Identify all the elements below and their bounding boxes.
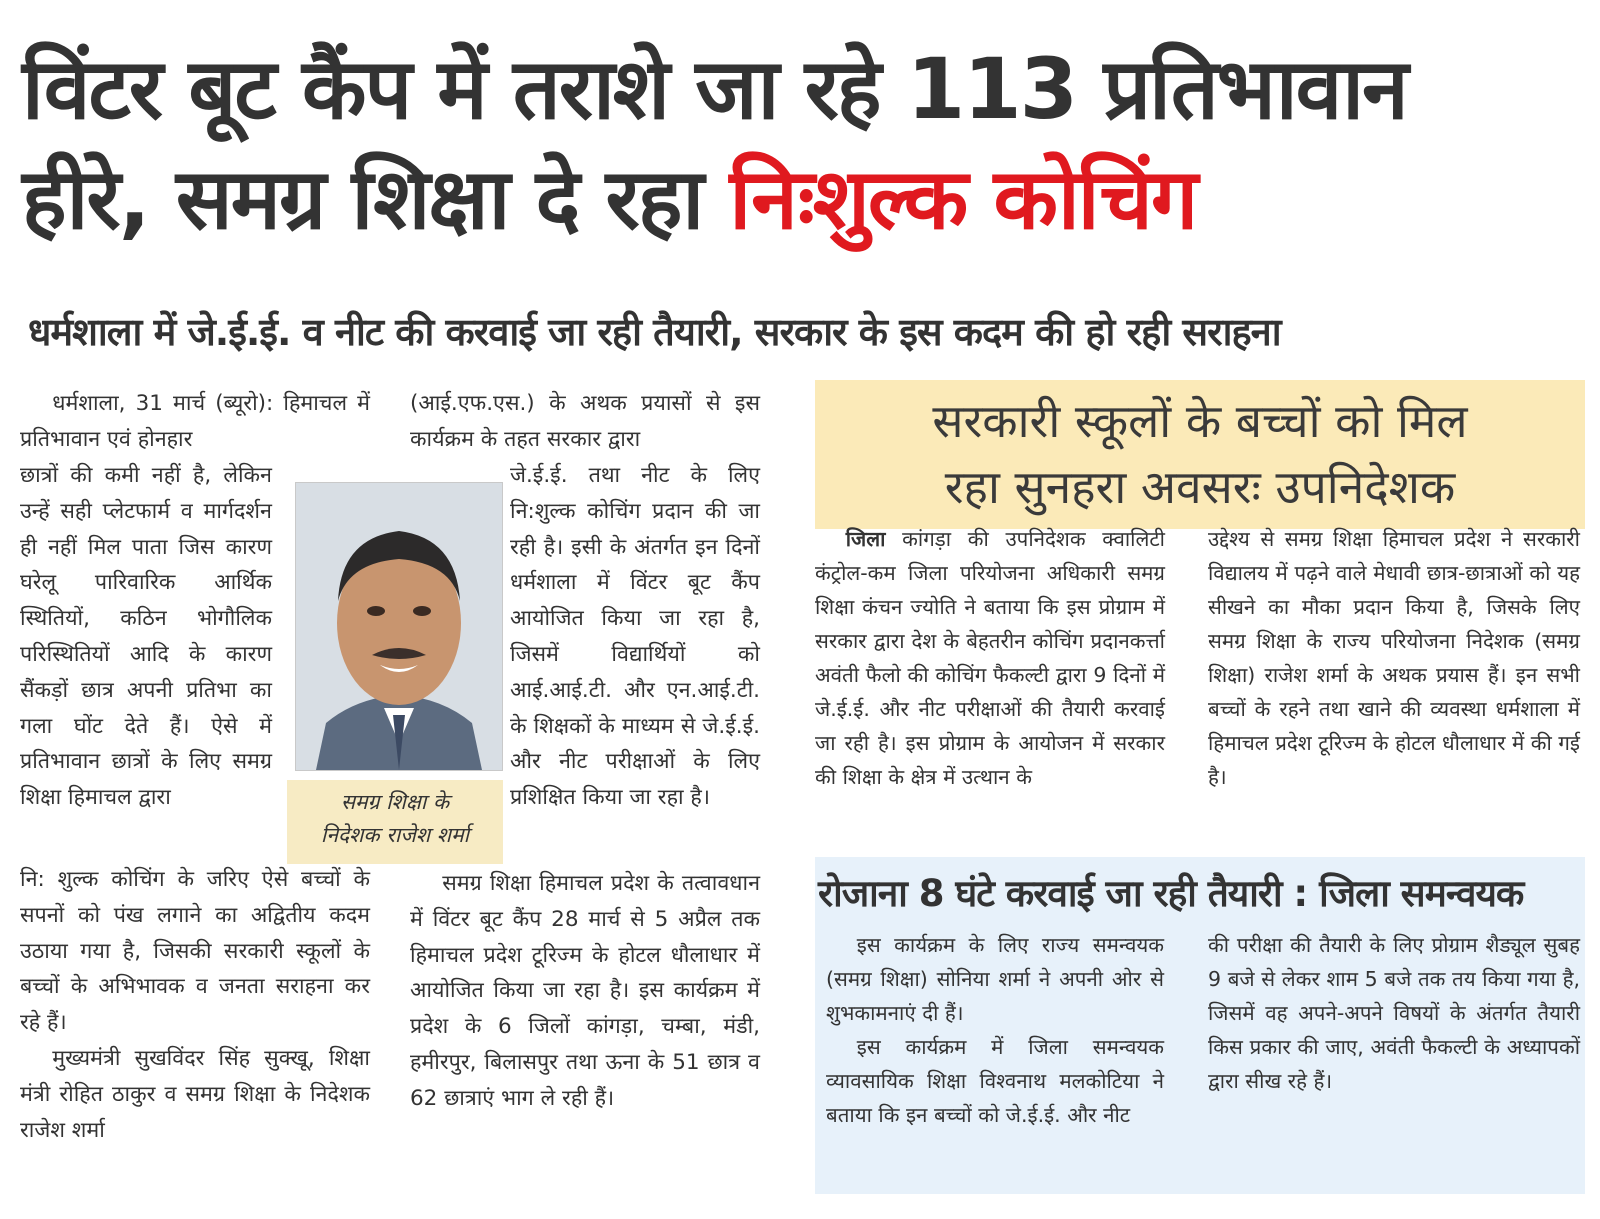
headline-line-2-black: हीरे, समग्र शिक्षा दे रहा <box>22 150 730 248</box>
box1-col-a-text <box>815 522 1165 794</box>
caption-line-2: निदेशक राजेश शर्मा <box>320 823 470 847</box>
column-1-bottom <box>20 862 370 1148</box>
box2-column-b <box>1208 928 1580 1098</box>
col2-para-1-top: (आई.एफ.एस.) के अथक प्रयासों से इस कार्यक्रम के तहत सरकार द्वारा <box>410 391 760 452</box>
box1-column-a <box>815 522 1165 794</box>
caption-line-1: समग्र शिक्षा के <box>340 790 450 814</box>
column-2 <box>410 386 760 458</box>
photo-caption <box>287 780 503 864</box>
box2-col-b-text: की परीक्षा की तैयारी के लिए प्रोग्राम शैड्यूल सुबह 9 बजे से लेकर शाम 5 बजे तक तय किया गया है, जिसमें वह अपने-अपने विषयों के अंतर्गत तैयारी किस प्रकार की जाए, अवंती फैकल्टी के अध्यापकों द्वारा सीख रहे हैं। <box>1208 933 1580 1093</box>
box2-col-a-para-1: इस कार्यक्रम के लिए राज्य समन्वयक (समग्र शिक्षा) सोनिया शर्मा ने अपनी ओर से शुभकामनाएं दी हैं। <box>826 933 1164 1025</box>
col1-para-1-rest: नि: शुल्क कोचिंग के जरिए ऐसे बच्चों के सपनों को पंख लगाने का अद्वितीय कदम उठाया गया है, जिसकी सरकारी स्कूलों के बच्चों के अभिभावक व जनता सराहना कर रहे हैं। <box>20 867 370 1036</box>
box1-title <box>815 380 1585 529</box>
box1-title-line-1: सरकारी स्कूलों के बच्चों को मिल <box>932 394 1468 448</box>
headline-line-2 <box>22 144 1582 254</box>
portrait-illustration <box>296 483 502 770</box>
headline-line-2-red: निःशुल्क कोचिंग <box>729 150 1197 248</box>
column-1-side <box>20 458 272 816</box>
column-2-bottom <box>410 866 760 1117</box>
box2-column-a <box>826 928 1164 1132</box>
column-2-side <box>510 458 760 816</box>
box1-col-b-text: उद्देश्य से समग्र शिक्षा हिमाचल प्रदेश ने सरकारी विद्यालय में पढ़ने वाले मेधावी छात्र-छात्राओं को यह सीखने का मौका प्रदान किया है, जिसके लिए समग्र शिक्षा के राज्य परियोजना निदेशक (समग्र शिक्षा) राजेश शर्मा के अथक प्रयास हैं। इन सभी बच्चों के रहने तथा खाने की व्यवस्था धर्मशाला में हिमाचल प्रदेश टूरिज्म के होटल धौलाधार में की गई है। <box>1208 527 1580 789</box>
col2-para-2: समग्र शिक्षा हिमाचल प्रदेश के तत्वावधान में विंटर बूट कैंप 28 मार्च से 5 अप्रैल तक हिमाचल प्रदेश टूरिज्म के होटल धौलाधार में आयोजित किया जा रहा है। इस कार्यक्रम में प्रदेश के 6 जिलों कांगड़ा, चम्बा, मंडी, हमीरपुर, बिलासपुर तथा ऊना के 51 छात्र व 62 छात्राएं भाग ले रही हैं। <box>410 871 760 1111</box>
portrait-photo <box>295 482 503 771</box>
col2-para-1-side: जे.ई.ई. तथा नीट के लिए नि:शुल्क कोचिंग प्रदान की जा रही है। इसी के अंतर्गत इन दिनों धर्मशाला में विंटर बूट कैंप आयोजित किया जा रहा है, जिसमें विद्यार्थियों को आई.आई.टी. और एन.आई.टी. के शिक्षकों के माध्यम से जे.ई.ई. और नीट परीक्षाओं के लिए प्रशिक्षित किया जा रहा है। <box>510 463 760 811</box>
col1-para-1-side: छात्रों की कमी नहीं है, लेकिन उन्हें सही प्लेटफार्म व मार्गदर्शन ही नहीं मिल पाता जिस कारण घरेलू पारिवारिक आर्थिक स्थितियों, कठिन भोगौलिक परिस्थितियों आदि के कारण सैंकड़ों छात्र अपनी प्रतिभा का गला घोंट देते हैं। ऐसे में प्रतिभावान छात्रों के लिए समग्र शिक्षा हिमाचल द्वारा <box>20 463 272 811</box>
headline-line-1: विंटर बूट कैंप में तराशे जा रहे 113 प्रतिभावान <box>22 40 1407 138</box>
box1-col-a-lead: जिला <box>845 527 886 551</box>
col1-para-1-top: धर्मशाला, 31 मार्च (ब्यूरो): हिमाचल में प्रतिभावान एवं होनहार <box>20 391 370 452</box>
box1-column-b <box>1208 522 1580 794</box>
subheadline: धर्मशाला में जे.ई.ई. व नीट की करवाई जा रही तैयारी, सरकार के इस कदम की हो रही सराहना <box>28 310 1281 354</box>
headline <box>22 34 1582 254</box>
box2-col-a-para-2: इस कार्यक्रम में जिला समन्वयक व्यावसायिक शिक्षा विश्वनाथ मलकोटिया ने बताया कि इन बच्चों को जे.ई.ई. और नीट <box>826 1035 1164 1127</box>
box1-col-a-body: कांगड़ा की उपनिदेशक क्वालिटी कंट्रोल-कम जिला परियोजना अधिकारी समग्र शिक्षा कंचन ज्योति ने बताया कि इस प्रोग्राम में सरकार द्वारा देश के बेहतरीन कोचिंग प्रदानकर्त्ता अवंती फैलो की कोचिंग फैकल्टी द्वारा 9 दिनों में जे.ई.ई. और नीट परीक्षाओं की तैयारी करवाई जा रही है। इस प्रोग्राम के आयोजन में सरकार की शिक्षा के क्षेत्र में उत्थान के <box>815 527 1165 789</box>
box2-title: रोजाना 8 घंटे करवाई जा रही तैयारी : जिला समन्वयक <box>818 872 1524 915</box>
column-1 <box>20 386 370 458</box>
box1-title-line-2: रहा सुनहरा अवसरः उपनिदेशक <box>944 460 1456 514</box>
col1-para-2: मुख्यमंत्री सुखविंदर सिंह सुक्खू, शिक्षा मंत्री रोहित ठाकुर व समग्र शिक्षा के निदेशक राजेश शर्मा <box>20 1045 370 1143</box>
